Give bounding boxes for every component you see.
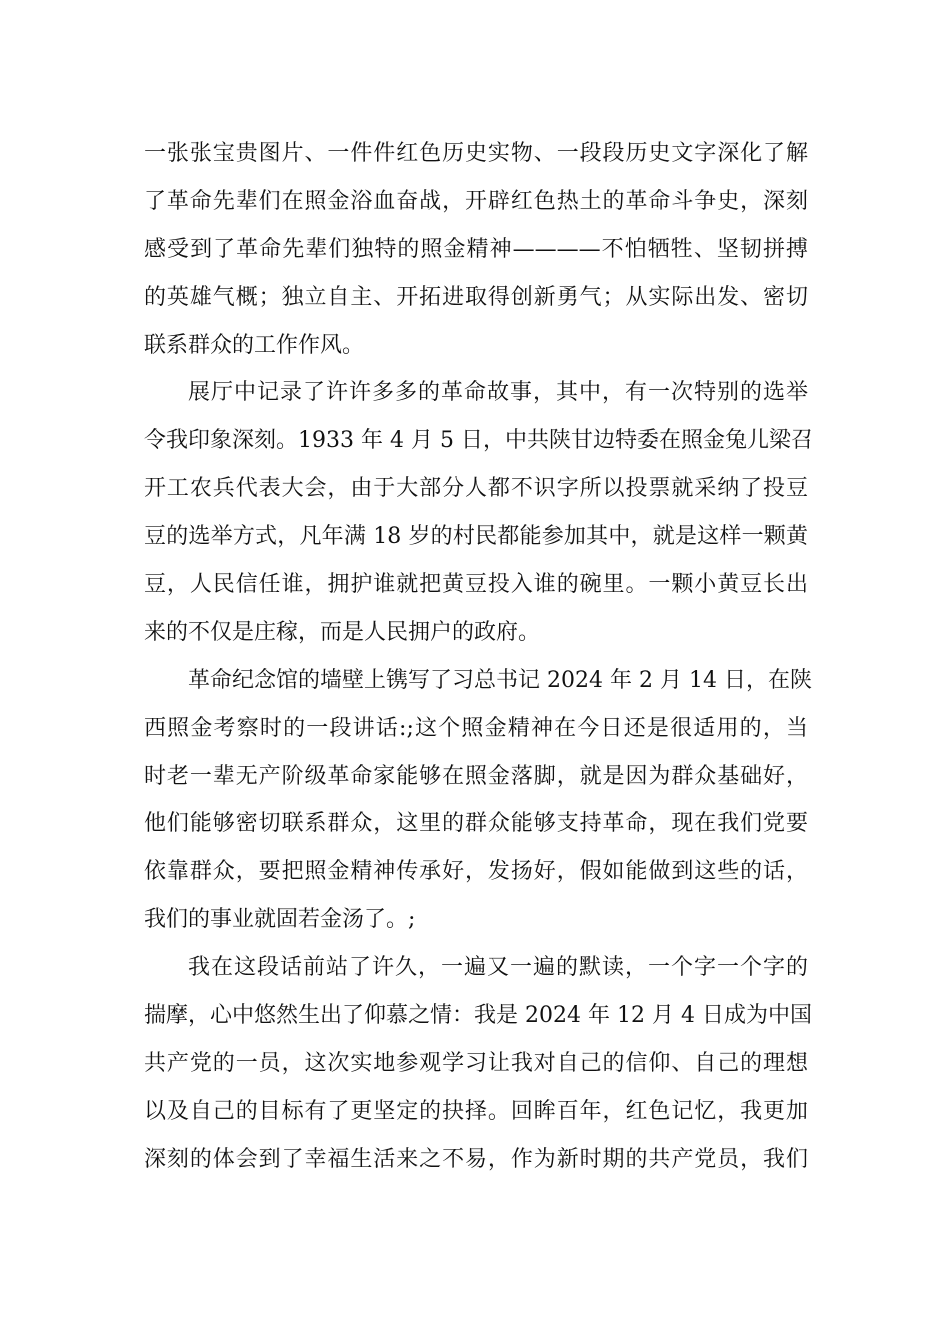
text-line: 感受到了革命先辈们独特的照金精神————不怕牺牲、坚韧拼搏 — [144, 236, 808, 262]
text-line: 他们能够密切联系群众，这里的群众能够支持革命，现在我们党要 — [144, 811, 808, 837]
text-line: 令我印象深刻。1933 年 4 月 5 日，中共陕甘边特委在照金兔儿梁召 — [144, 428, 813, 454]
text-line: 一张张宝贵图片、一件件红色历史实物、一段段历史文字深化了解 — [144, 141, 808, 166]
text-line: 来的不仅是庄稼，而是人民拥户的政府。 — [144, 619, 541, 645]
text-line: 时老一辈无产阶级革命家能够在照金落脚，就是因为群众基础好， — [144, 763, 808, 789]
paragraph-2 — [144, 369, 813, 656]
text-line: 联系群众的工作作风。 — [144, 332, 365, 358]
paragraph-3 — [144, 657, 812, 944]
text-line: 的英雄气概；独立自主、开拓进取得创新勇气；从实际出发、密切 — [144, 284, 808, 310]
document-body — [144, 130, 813, 1184]
text-line: 革命纪念馆的墙壁上镌写了习总书记 2024 年 2 月 14 日，在陕 — [188, 667, 812, 693]
text-line: 展厅中记录了许许多多的革命故事，其中，有一次特别的选举 — [188, 380, 808, 406]
text-line: 了革命先辈们在照金浴血奋战，开辟红色热土的革命斗争史，深刻 — [144, 188, 808, 214]
text-line: 豆，人民信任谁，拥护谁就把黄豆投入谁的碗里。一颗小黄豆长出 — [144, 572, 808, 598]
text-line: 以及自己的目标有了更坚定的抉择。回眸百年，红色记忆，我更加 — [144, 1098, 808, 1124]
text-line: 我在这段话前站了许久，一遍又一遍的默读，一个字一个字的 — [188, 955, 808, 981]
text-line: 我们的事业就固若金汤了。; — [144, 907, 416, 933]
text-line: 开工农兵代表大会，由于大部分人都不识字所以投票就采纳了投豆 — [144, 476, 808, 502]
text-line: 豆的选举方式，凡年满 18 岁的村民都能参加其中，就是这样一颗黄 — [144, 524, 808, 550]
text-line: 依靠群众，要把照金精神传承好，发扬好，假如能做到这些的话， — [144, 859, 808, 885]
text-line: 揣摩，心中悠然生出了仰慕之情：我是 2024 年 12 月 4 日成为中国 — [144, 1003, 812, 1029]
paragraph-1 — [144, 130, 808, 369]
text-line: 共产党的一员，这次实地参观学习让我对自己的信仰、自己的理想 — [144, 1050, 808, 1076]
paragraph-4 — [144, 944, 812, 1183]
text-line: 深刻的体会到了幸福生活来之不易，作为新时期的共产党员，我们 — [144, 1146, 808, 1172]
text-line: 西照金考察时的一段讲话:;这个照金精神在今日还是很适用的，当 — [144, 715, 808, 741]
